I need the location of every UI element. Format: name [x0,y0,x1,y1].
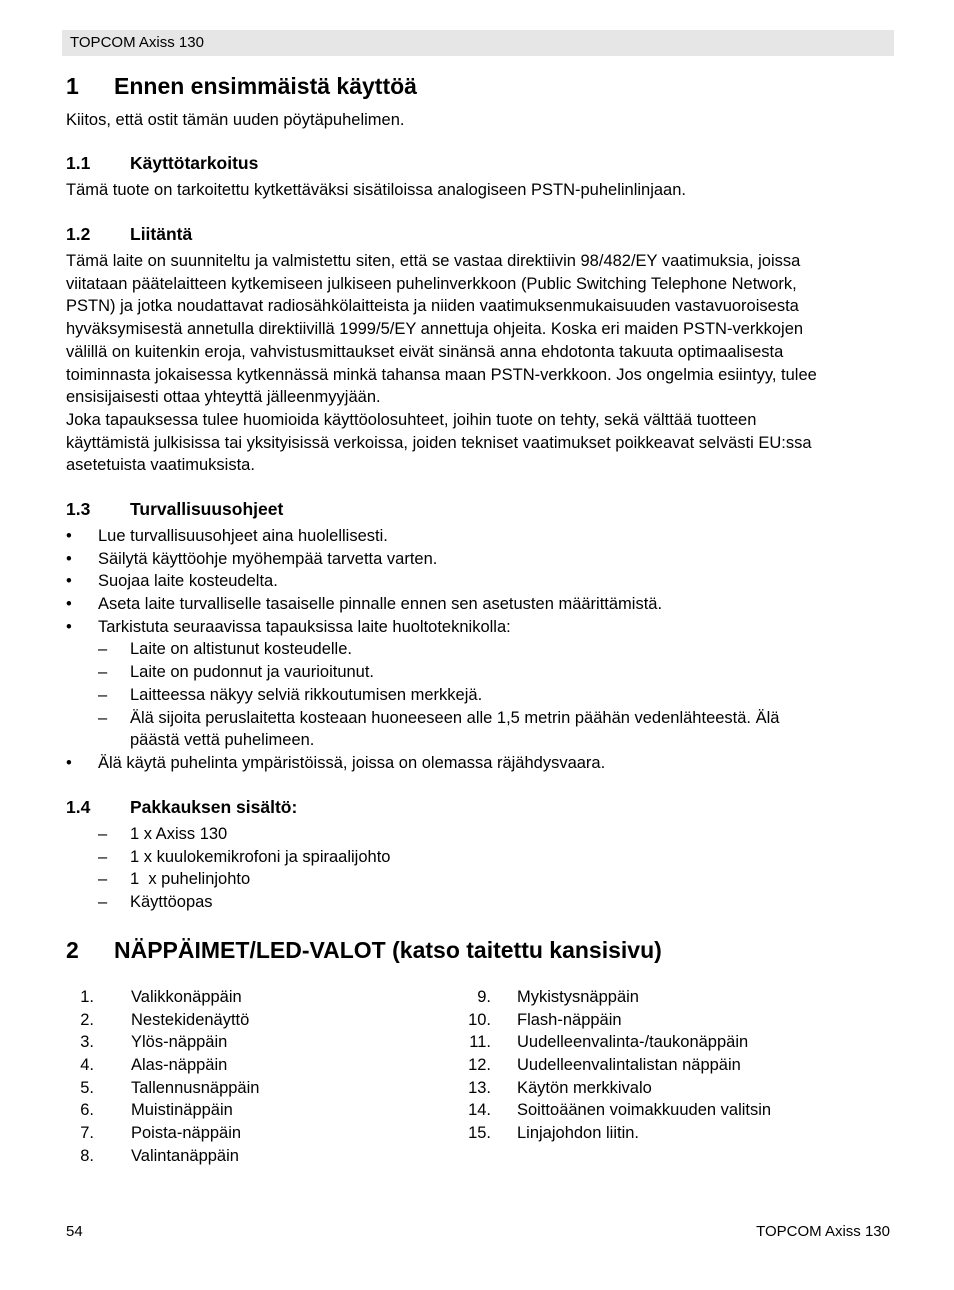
list-item-text: Älä käytä puhelinta ympäristöissä, joissa on olemassa räjähdysvaara. [98,753,606,772]
bullet-marker: • [66,595,72,614]
list-item-text: 1 x kuulokemikrofoni ja spiraalijohto [130,847,391,866]
key-number: 13. [468,1078,491,1097]
key-number: 3. [80,1033,94,1052]
key-item [64,1054,444,1077]
paragraph-line: Joka tapauksessa tulee huomioida käyttöolosuhteet, joihin tuote on tehty, sekä välttää tuotteen [66,410,757,429]
dash-marker: – [98,640,108,659]
bullet-marker: • [66,572,72,591]
list-item [66,593,896,616]
key-label: Soittoäänen voimakkuuden valitsin [517,1101,772,1120]
section-1-2-title: Liitäntä [130,224,193,244]
dash-marker: – [98,870,108,889]
section-1-1-title: Käyttötarkoitus [130,153,259,173]
section-1-number: 1 [66,73,79,99]
sub-list-item [66,638,896,661]
paragraph-line: toiminnasta jokaisessa kytkennässä minkä tahansa maan PSTN-verkkoon. Jos ongelmia esiintyy, tulee [66,365,817,384]
keys-list-left [64,986,444,1168]
key-number: 1. [80,988,94,1006]
sub-list-item-text: Laitteessa näkyy selviä rikkoutumisen merkkejä. [130,685,483,704]
key-item [461,1009,891,1032]
list-item [66,846,666,869]
key-number: 11. [469,1033,491,1052]
key-item [64,1145,444,1168]
key-label: Valikkonäppäin [131,988,242,1006]
section-2-number: 2 [66,937,79,963]
key-item [461,1099,891,1122]
list-item-text: Aseta laite turvalliselle tasaiselle pinnalle ennen sen asetusten määrittämistä. [98,595,663,614]
bullet-marker: • [66,617,72,636]
sub-list-item-text: päästä vettä puhelimeen. [130,731,315,750]
section-1-1-number: 1.1 [66,153,91,173]
section-1-title: Ennen ensimmäistä käyttöä [114,73,417,99]
key-label: Uudelleenvalinta-/taukonäppäin [517,1033,749,1052]
sub-list-item-text: Laite on pudonnut ja vaurioitunut. [130,663,375,682]
bullet-marker: • [66,527,72,545]
section-1-3-title: Turvallisuusohjeet [130,499,284,519]
dash-marker: – [98,847,108,866]
paragraph-line: viitataan päätelaitteen kytkemiseen julkiseen puhelinverkkoon (Public Switching Telephone Network, [66,274,797,293]
list-item [66,752,896,775]
key-item [461,1077,891,1100]
key-label: Ylös-näppäin [131,1033,228,1052]
header-title: TOPCOM Axiss 130 [70,34,204,51]
list-item [66,616,896,639]
key-label: Flash-näppäin [517,1010,622,1029]
key-number: 15. [468,1124,491,1143]
keys-list-right [461,986,891,1145]
key-label: Muistinäppäin [131,1101,233,1120]
list-item-text: Tarkistuta seuraavissa tapauksissa laite huoltoteknikolla: [98,617,511,636]
key-item [64,1031,444,1054]
footer-title: TOPCOM Axiss 130 [756,1223,890,1240]
dash-marker: – [98,708,108,727]
key-label: Uudelleenvalintalistan näppäin [517,1056,741,1075]
paragraph-line: ensisijaisesti ottaa yhteyttä jälleenmyyjään. [66,388,381,407]
key-item [64,1009,444,1032]
paragraph-line: PSTN) ja jotka noudattavat radiosähkölaitteista ja niiden vaatimuksenmukaisuuden vastavuoroisesta [66,297,799,316]
page-header [62,30,894,56]
key-number: 14. [468,1101,491,1120]
paragraph-line: Tämä laite on suunniteltu ja valmistettu siten, että se vastaa direktiivin 98/482/EY vaatimuksia, joissa [66,252,801,270]
key-number: 9. [477,988,491,1006]
sub-list-item-text: Älä sijoita peruslaitetta kosteaan huoneeseen alle 1,5 metrin päähän vedenlähteestä. Älä [130,708,780,727]
list-item-text: 1 x Axiss 130 [130,825,228,843]
sub-list-item [66,684,896,707]
dash-marker: – [98,893,108,912]
paragraph-line: käyttämistä julkisissa tai yksityisissä verkoissa, joiden tekniset vaatimukset poikkeavat selvästi EU:ssa [66,433,812,452]
package-contents-list [66,823,666,914]
key-number: 5. [80,1078,94,1097]
list-item-text: Lue turvallisuusohjeet aina huolellisesti. [98,527,388,545]
dash-marker: – [98,685,108,704]
section-1-2-paragraph [66,250,896,477]
sub-list-item-text: Laite on altistunut kosteudelle. [130,640,352,659]
list-item-text: Säilytä käyttöohje myöhempää tarvetta varten. [98,549,438,568]
key-label: Nestekidenäyttö [131,1010,250,1029]
paragraph-line: hyväksymisestä annetulla direktiivillä 1999/5/EY annettuja ohjeita. Koska eri maiden PSTN-verkkojen [66,320,804,339]
key-number: 8. [80,1146,94,1165]
key-number: 12. [468,1056,491,1075]
key-item [64,1099,444,1122]
safety-list [66,525,896,775]
key-item [461,1122,891,1145]
key-number: 2. [80,1010,94,1029]
paragraph-line: asetetuista vaatimuksista. [66,456,255,475]
list-item-text: Käyttöopas [130,893,213,912]
paragraph-line: välillä on kuitenkin eroja, vahvistusmittaukset eivät sinänsä anna ehdotonta takuuta optimaalisesta [66,342,784,361]
key-item [64,1122,444,1145]
key-number: 7. [80,1124,94,1143]
list-item [66,823,666,846]
section-1-2-number: 1.2 [66,224,91,244]
key-label: Alas-näppäin [131,1056,228,1075]
section-1-4-number: 1.4 [66,797,91,817]
key-item [461,1054,891,1077]
key-label: Linjajohdon liitin. [517,1124,640,1143]
list-item-text: Suojaa laite kosteudelta. [98,572,278,591]
section-1-intro: Kiitos, että ostit tämän uuden pöytäpuhelimen. [66,111,405,129]
key-number: 6. [80,1101,94,1120]
dash-marker: – [98,663,108,682]
section-1-4-title: Pakkauksen sisältö: [130,797,298,817]
list-item [66,525,896,548]
page-number: 54 [66,1223,83,1240]
key-label: Valintanäppäin [131,1146,239,1165]
bullet-marker: • [66,549,72,568]
key-label: Poista-näppäin [131,1124,242,1143]
section-2-title: NÄPPÄIMET/LED-VALOT (katso taitettu kansisivu) [114,937,662,963]
sub-list-item-continuation [66,729,896,752]
sub-list-item [66,661,896,684]
list-item [66,868,666,891]
key-item [461,1031,891,1054]
key-item [64,1077,444,1100]
list-item [66,548,896,571]
key-label: Mykistysnäppäin [517,988,639,1006]
sub-list-item [66,707,896,730]
key-number: 4. [80,1056,94,1075]
bullet-marker: • [66,753,72,772]
key-item [64,986,444,1009]
key-label: Käytön merkkivalo [517,1078,652,1097]
list-item [66,570,896,593]
dash-marker: – [98,825,108,843]
list-item [66,891,666,914]
section-1-3-number: 1.3 [66,499,91,519]
section-1-1-text: Tämä tuote on tarkoitettu kytkettäväksi sisätiloissa analogiseen PSTN-puhelinlinjaan. [66,181,686,199]
key-item [461,986,891,1009]
key-label: Tallennusnäppäin [131,1078,260,1097]
key-number: 10. [468,1010,491,1029]
list-item-text: 1 x puhelinjohto [130,870,251,889]
